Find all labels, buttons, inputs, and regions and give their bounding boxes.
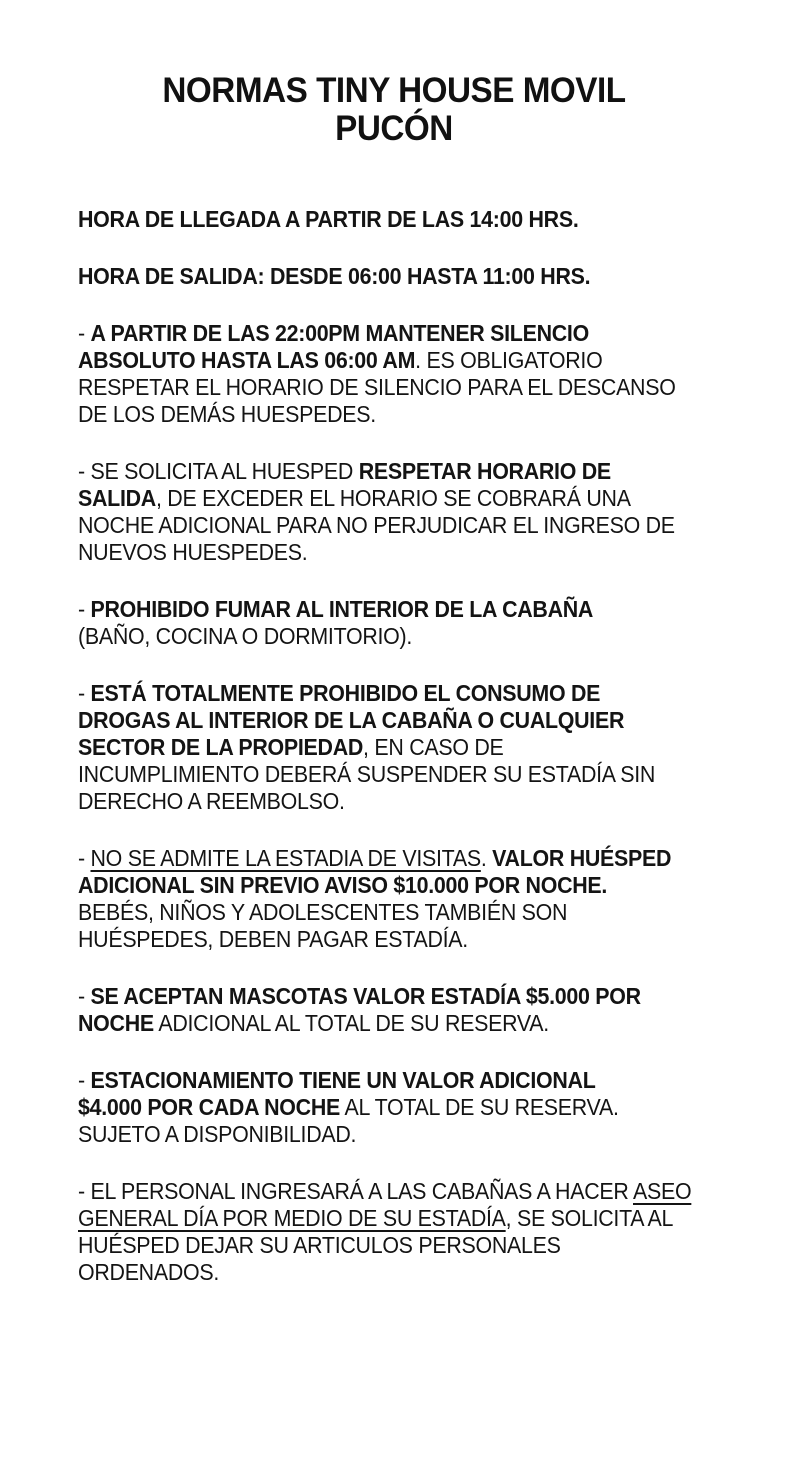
text-run: INCUMPLIMIENTO DEBERÁ SUSPENDER SU ESTADÍA SIN [78,761,656,787]
text-line [78,263,692,290]
bold-text-run: HORA DE SALIDA: DESDE 06:00 HASTA 11:00 HRS. [78,263,591,289]
text-line [78,926,692,953]
text-line [78,899,692,926]
text-run: ORDENADOS. [78,1259,220,1285]
text-run: . ES OBLIGATORIO [415,347,603,373]
text-line [78,485,692,512]
page [0,72,788,1286]
text-line [78,1067,692,1094]
text-line [78,1094,692,1121]
text-run: - EL PERSONAL INGRESARÁ A LAS CABAÑAS A HACER [78,1178,634,1204]
text-line [78,401,692,428]
text-run: ADICIONAL AL TOTAL DE SU RESERVA. [153,1010,549,1036]
text-run: DE LOS DEMÁS HUESPEDES. [78,401,376,427]
text-run: BEBÉS, NIÑOS Y ADOLESCENTES TAMBIÉN SON [78,899,568,925]
rule-paragraph [78,680,692,815]
text-line [78,1205,692,1232]
rule-paragraph [78,1178,692,1286]
text-run: - [78,983,91,1009]
bold-text-run: ESTACIONAMIENTO TIENE UN VALOR ADICIONAL [90,1067,596,1093]
text-line [78,1259,692,1286]
text-run: - [78,1067,91,1093]
text-line [78,206,692,233]
text-line [78,872,692,899]
text-run: - [78,596,91,622]
text-run: (BAÑO, COCINA O DORMITORIO). [78,623,413,649]
text-line [78,596,692,623]
text-line [78,680,692,707]
bold-text-run: RESPETAR HORARIO DE [358,458,611,484]
text-run: RESPETAR EL HORARIO DE SILENCIO PARA EL DESCANSO [78,374,676,400]
text-run: NOCHE ADICIONAL PARA NO PERJUDICAR EL INGRESO DE [78,512,675,538]
text-run: - [78,680,91,706]
text-run: HUÉSPEDES, DEBEN PAGAR ESTADÍA. [78,926,468,952]
text-run: , SE SOLICITA AL [505,1205,674,1231]
text-run: - [78,320,91,346]
bold-text-run: ADICIONAL SIN PREVIO AVISO $10.000 POR NOCHE. [78,872,608,898]
text-line [78,1232,692,1259]
text-line [78,1178,692,1205]
bold-text-run: PROHIBIDO FUMAR AL INTERIOR DE LA CABAÑA [90,596,594,622]
text-line [78,374,692,401]
rule-paragraph [78,206,692,233]
text-line [78,1121,692,1148]
bold-text-run: SALIDA [78,485,156,511]
rule-paragraph [78,458,692,566]
text-run: SUJETO A DISPONIBILIDAD. [78,1121,357,1147]
text-line [78,845,692,872]
text-line [78,539,692,566]
text-run: HUÉSPED DEJAR SU ARTICULOS PERSONALES [78,1232,561,1258]
underlined-text-run: GENERAL DÍA POR MEDIO DE SU ESTADÍA [78,1205,506,1231]
bold-text-run: VALOR HUÉSPED [492,845,672,871]
document-title [20,72,769,148]
text-run: - [78,845,91,871]
rules-body [78,206,692,1286]
bold-text-run: ABSOLUTO HASTA LAS 06:00 AM [78,347,416,373]
text-line [78,734,692,761]
text-line [78,788,692,815]
text-line [78,320,692,347]
rule-paragraph [78,845,692,953]
rule-paragraph [78,320,692,428]
underlined-text-run: ASEO [633,1178,692,1204]
text-run: - SE SOLICITA AL HUESPED [78,458,359,484]
underlined-text-run: NO SE ADMITE LA ESTADIA DE VISITAS [90,845,481,871]
text-line [78,623,692,650]
rule-paragraph [78,263,692,290]
bold-text-run: SE ACEPTAN MASCOTAS VALOR ESTADÍA $5.000 POR [90,983,641,1009]
rule-paragraph [78,983,692,1037]
text-line [78,512,692,539]
bold-text-run: A PARTIR DE LAS 22:00PM MANTENER SILENCIO [90,320,589,346]
text-run: NUEVOS HUESPEDES. [78,539,308,565]
text-line [78,1010,692,1037]
rule-paragraph [78,596,692,650]
text-run: , DE EXCEDER EL HORARIO SE COBRARÁ UNA [155,485,631,511]
text-run: . [480,845,493,871]
bold-text-run: DROGAS AL INTERIOR DE LA CABAÑA O CUALQUIER [78,707,625,733]
text-line [78,347,692,374]
title-line-1: NORMAS TINY HOUSE MOVIL [162,71,626,110]
rule-paragraph [78,1067,692,1148]
bold-text-run: NOCHE [78,1010,154,1036]
bold-text-run: SECTOR DE LA PROPIEDAD [78,734,364,760]
text-line [78,707,692,734]
bold-text-run: ESTÁ TOTALMENTE PROHIBIDO EL CONSUMO DE [90,680,601,706]
bold-text-run: $4.000 POR CADA NOCHE [78,1094,340,1120]
bold-text-run: HORA DE LLEGADA A PARTIR DE LAS 14:00 HRS. [78,206,579,232]
text-run: , EN CASO DE [363,734,504,760]
text-run: AL TOTAL DE SU RESERVA. [339,1094,619,1120]
text-line [78,458,692,485]
text-line [78,983,692,1010]
text-run: DERECHO A REEMBOLSO. [78,788,345,814]
title-line-2: PUCÓN [335,109,453,148]
text-line [78,761,692,788]
